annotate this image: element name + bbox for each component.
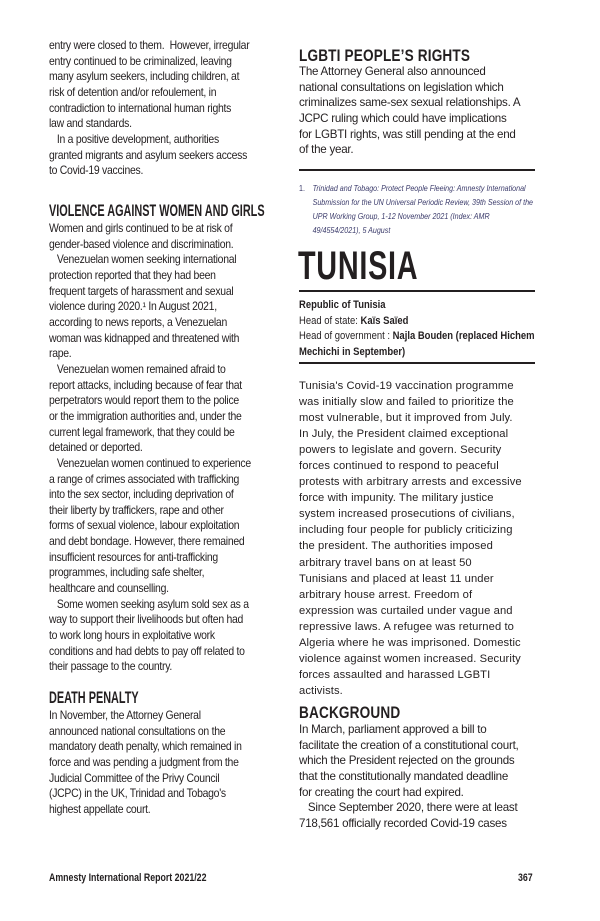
official-name: Republic of Tunisia <box>299 299 386 311</box>
footnote-divider <box>299 169 535 171</box>
footnote <box>299 181 533 241</box>
head-of-government-cont: Mechichi in September) <box>299 345 406 358</box>
head-of-state: Kaïs Saïed <box>360 314 409 327</box>
section-heading-death-penalty: DEATH PENALTY <box>49 688 139 707</box>
footer-publication: Amnesty International Report 2021/22 <box>49 872 207 884</box>
violence-body: Women and girls continued to be at risk of gender-based violence and discrimination. Venezuelan women seeking international protection reported that they had been frequent targets of harassment and sexual violence during 2020.¹ In August 2021, according to news reports, a Venezuelan woman was kidnapped and threatened with rape. Venezuelan women remained afraid to report attacks, including because of fear that perpetrators would report them to the police or the immigration authorities and, under the current legal framework, that they could be detained or deported. Venezuelan women continued to experience a range of crimes associated with trafficking into the sex sector, including deprivation of their liberty by traffickers, rape and other forms of sexual violence, labour exploitation and debt bondage. However, there remained insufficient resources for anti-trafficking programmes, including safe shelter, healthcare and counselling. Some women seeking asylum sold sex as a way to support their livelihoods but often had to work long hours in exploitative work conditions and had debts to pay off related to their passage to the country. <box>49 222 251 674</box>
country-title: TUNISIA <box>298 244 419 288</box>
head-of-government: Najla Bouden (replaced Hichem <box>392 330 535 342</box>
page-number: 367 <box>518 872 533 884</box>
section-heading-lgbti: LGBTI PEOPLE’S RIGHTS <box>299 46 471 65</box>
death-penalty-body: In November, the Attorney General announced national consultations on the mandatory death penalty, which remained in force and was pending a judgment from the Judicial Committee of the Privy Council (JCPC) in the UK, Trinidad and Tobago's highest appellate court. <box>49 709 242 816</box>
section-heading-background: BACKGROUND <box>299 703 401 722</box>
facts-divider <box>299 362 535 364</box>
head-of-state-label: Head of state: <box>299 314 361 327</box>
title-divider <box>299 290 535 292</box>
section-heading-violence: VIOLENCE AGAINST WOMEN AND GIRLS <box>49 201 265 220</box>
footnote-number: 1. <box>299 183 305 193</box>
footnote-text: Trinidad and Tobago: Protect People Fleeing: Amnesty International Submission for the UN Universal Periodic Review, 39th Session of the UPR Working Group, 1-12 November 2021 (Index: AMR 49/4554/2021), 5 August <box>312 183 533 235</box>
background-body: In March, parliament approved a bill to facilitate the creation of a constitutional court, which the President rejected on the grounds that the constitutionally mandated deadline for creating the court had expired. Since September 2020, there were at least 718,561 officially recorded Covid-19 cases <box>299 723 519 830</box>
intro-paragraphs: entry were closed to them. However, irregular entry continued to be criminalized, leaving many asylum seekers, including children, at risk of detention and/or refoulement, in contradiction to international human rights law and standards. In a positive development, authorities granted migrants and asylum seekers access to Covid-19 vaccines. <box>49 39 250 178</box>
country-facts <box>299 298 535 360</box>
country-summary: Tunisia's Covid-19 vaccination programme was initially slow and failed to prioritize the most vulnerable, but it improved from July. In July, the President claimed exceptional powers to legislate and govern. Security forces continued to respond to peaceful protests with arbitrary arrests and excessive force with impunity. The military justice system increased prosecutions of civilians, including four people for publicly criticizing the president. The authorities imposed arbitrary travel bans on at least 50 Tunisians and placed at least 11 under arbitrary house arrest. Freedom of expression was curtailed under vague and repressive laws. A refugee was returned to Algeria where he was imprisoned. Domestic violence against women increased. Security forces assaulted and harassed LGBTI activists. <box>299 380 522 697</box>
head-of-government-label: Head of government : <box>299 330 393 342</box>
lgbti-body: The Attorney General also announced national consultations on legislation which criminalizes same-sex sexual relationships. A JCPC ruling which could have implications for LGBTI rights, was still pending at the end of the year. <box>299 65 521 157</box>
